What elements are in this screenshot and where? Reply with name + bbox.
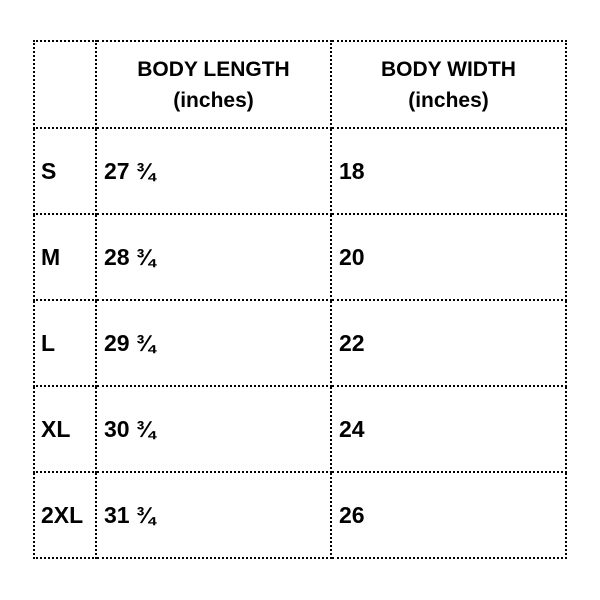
body-width-value: 24 (331, 386, 566, 472)
body-width-header-sublabel: (inches) (408, 88, 489, 112)
table-row-xl (34, 386, 566, 472)
table-row-s (34, 128, 566, 214)
size-label: M (34, 214, 96, 300)
body-length-value: 28 ¾ (96, 214, 331, 300)
body-length-value: 29 ¾ (96, 300, 331, 386)
body-length-value: 27 ¾ (96, 128, 331, 214)
body-length-column-header (96, 41, 331, 128)
body-width-value: 20 (331, 214, 566, 300)
body-width-column-header (331, 41, 566, 128)
size-label: S (34, 128, 96, 214)
table-row-l (34, 300, 566, 386)
body-width-value: 18 (331, 128, 566, 214)
body-length-value: 30 ¾ (96, 386, 331, 472)
size-label: 2XL (34, 472, 96, 558)
size-chart-table (33, 40, 567, 559)
body-width-value: 22 (331, 300, 566, 386)
size-column-header (34, 41, 96, 128)
size-label: L (34, 300, 96, 386)
table-row-2xl (34, 472, 566, 558)
size-label: XL (34, 386, 96, 472)
body-width-value: 26 (331, 472, 566, 558)
header-row (34, 41, 566, 128)
body-length-header-sublabel: (inches) (173, 88, 254, 112)
body-length-header-label: BODY LENGTH (137, 57, 290, 81)
body-width-header-label: BODY WIDTH (381, 57, 516, 81)
body-length-value: 31 ¾ (96, 472, 331, 558)
table-row-m (34, 214, 566, 300)
